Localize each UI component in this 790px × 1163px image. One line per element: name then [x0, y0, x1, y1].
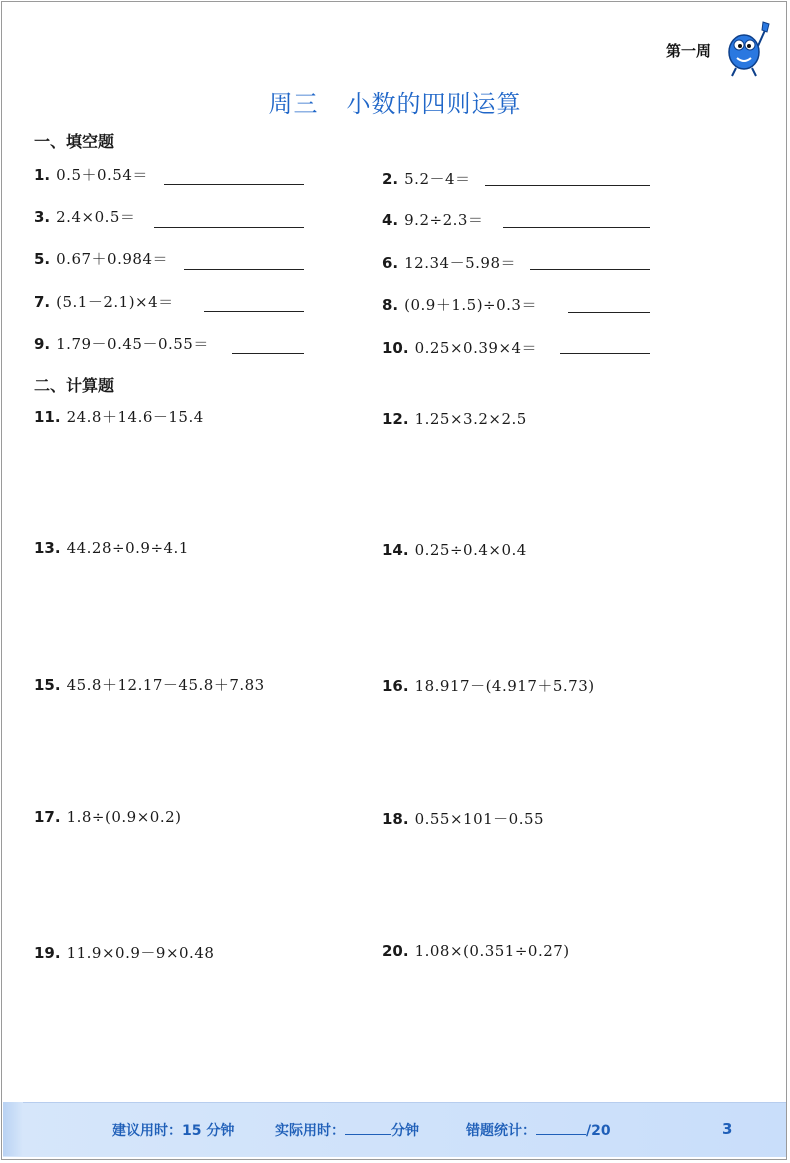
- page-number: 3: [722, 1120, 733, 1138]
- actual-time-label: 实际用时：: [275, 1123, 345, 1139]
- question-number: 6.: [382, 254, 399, 272]
- question-number: 15.: [34, 676, 61, 694]
- question-expression: 44.28÷0.9÷4.1: [66, 539, 189, 557]
- calc-question-15: [34, 674, 265, 695]
- question-number: 5.: [34, 250, 51, 268]
- fill-question-6: [382, 252, 516, 273]
- week-label: 第一周: [666, 42, 712, 60]
- calc-question-14: [382, 541, 527, 559]
- question-number: 16.: [382, 677, 409, 695]
- question-expression: 1.8÷(0.9×0.2): [66, 808, 182, 826]
- fill-question-3: [34, 206, 135, 227]
- calc-question-13: [34, 539, 189, 557]
- answer-blank-7[interactable]: [204, 311, 304, 312]
- fill-question-2: [382, 168, 471, 189]
- question-number: 7.: [34, 293, 51, 311]
- question-expression: (5.1－2.1)×4＝: [56, 293, 174, 311]
- question-expression: (0.9＋1.5)÷0.3＝: [404, 296, 537, 314]
- fill-question-7: [34, 291, 174, 312]
- question-number: 2.: [382, 170, 399, 188]
- question-number: 8.: [382, 296, 399, 314]
- fill-question-8: [382, 294, 537, 315]
- question-expression: 45.8＋12.17－45.8＋7.83: [66, 676, 265, 694]
- question-expression: 5.2－4＝: [404, 170, 471, 188]
- question-number: 10.: [382, 339, 409, 357]
- question-number: 4.: [382, 211, 399, 229]
- actual-time-unit: 分钟: [391, 1123, 419, 1139]
- section-fill-heading: 一、填空题: [34, 132, 115, 151]
- mascot-icon: [722, 18, 772, 78]
- page-title: [0, 84, 790, 119]
- fill-question-1: [34, 164, 148, 185]
- question-number: 14.: [382, 541, 409, 559]
- question-expression: 1.25×3.2×2.5: [414, 410, 527, 428]
- question-expression: 11.9×0.9－9×0.48: [66, 944, 215, 962]
- calc-question-17: [34, 808, 181, 826]
- calc-question-18: [382, 808, 544, 829]
- question-expression: 1.08×(0.351÷0.27): [414, 942, 570, 960]
- title-day: 周三: [268, 90, 319, 118]
- question-expression: 2.4×0.5＝: [56, 208, 136, 226]
- fill-question-4: [382, 209, 483, 230]
- answer-blank-10[interactable]: [560, 353, 650, 354]
- question-expression: 12.34－5.98＝: [404, 254, 516, 272]
- question-expression: 1.79－0.45－0.55＝: [56, 335, 209, 353]
- error-count: [466, 1120, 611, 1140]
- fill-question-10: [382, 337, 537, 358]
- question-number: 1.: [34, 166, 51, 184]
- question-number: 20.: [382, 942, 409, 960]
- calc-question-11: [34, 406, 204, 427]
- calc-question-16: [382, 675, 595, 696]
- answer-blank-4[interactable]: [503, 227, 650, 228]
- fill-question-9: [34, 333, 209, 354]
- answer-blank-5[interactable]: [184, 269, 304, 270]
- error-count-label: 错题统计：: [466, 1123, 536, 1139]
- question-number: 13.: [34, 539, 61, 557]
- question-expression: 0.25×0.39×4＝: [414, 339, 538, 357]
- question-expression: 18.917－(4.917＋5.73): [414, 677, 595, 695]
- title-topic: 小数的四则运算: [346, 90, 522, 118]
- answer-blank-2[interactable]: [485, 185, 650, 186]
- section-calc-heading: 二、计算题: [34, 376, 115, 395]
- question-number: 17.: [34, 808, 61, 826]
- error-count-total: /20: [586, 1123, 611, 1139]
- actual-time: [275, 1120, 419, 1140]
- question-number: 18.: [382, 810, 409, 828]
- actual-time-blank[interactable]: [345, 1133, 391, 1135]
- calc-question-19: [34, 942, 214, 963]
- question-expression: 0.67＋0.984＝: [56, 250, 168, 268]
- question-expression: 9.2÷2.3＝: [404, 211, 484, 229]
- question-expression: 24.8＋14.6－15.4: [66, 408, 204, 426]
- question-number: 3.: [34, 208, 51, 226]
- answer-blank-8[interactable]: [568, 312, 650, 313]
- question-expression: 0.5＋0.54＝: [56, 166, 148, 184]
- answer-blank-9[interactable]: [232, 353, 304, 354]
- question-number: 11.: [34, 408, 61, 426]
- fill-question-5: [34, 248, 168, 269]
- question-expression: 0.25÷0.4×0.4: [414, 541, 527, 559]
- footer-edge: [3, 1102, 23, 1156]
- question-number: 19.: [34, 944, 61, 962]
- calc-question-12: [382, 410, 527, 428]
- answer-blank-3[interactable]: [154, 227, 304, 228]
- answer-blank-6[interactable]: [530, 269, 650, 270]
- question-number: 12.: [382, 410, 409, 428]
- calc-question-20: [382, 942, 570, 960]
- error-count-blank[interactable]: [536, 1133, 586, 1135]
- question-number: 9.: [34, 335, 51, 353]
- answer-blank-1[interactable]: [164, 184, 304, 185]
- question-expression: 0.55×101－0.55: [414, 810, 545, 828]
- suggested-time: 建议用时：15 分钟: [112, 1123, 235, 1139]
